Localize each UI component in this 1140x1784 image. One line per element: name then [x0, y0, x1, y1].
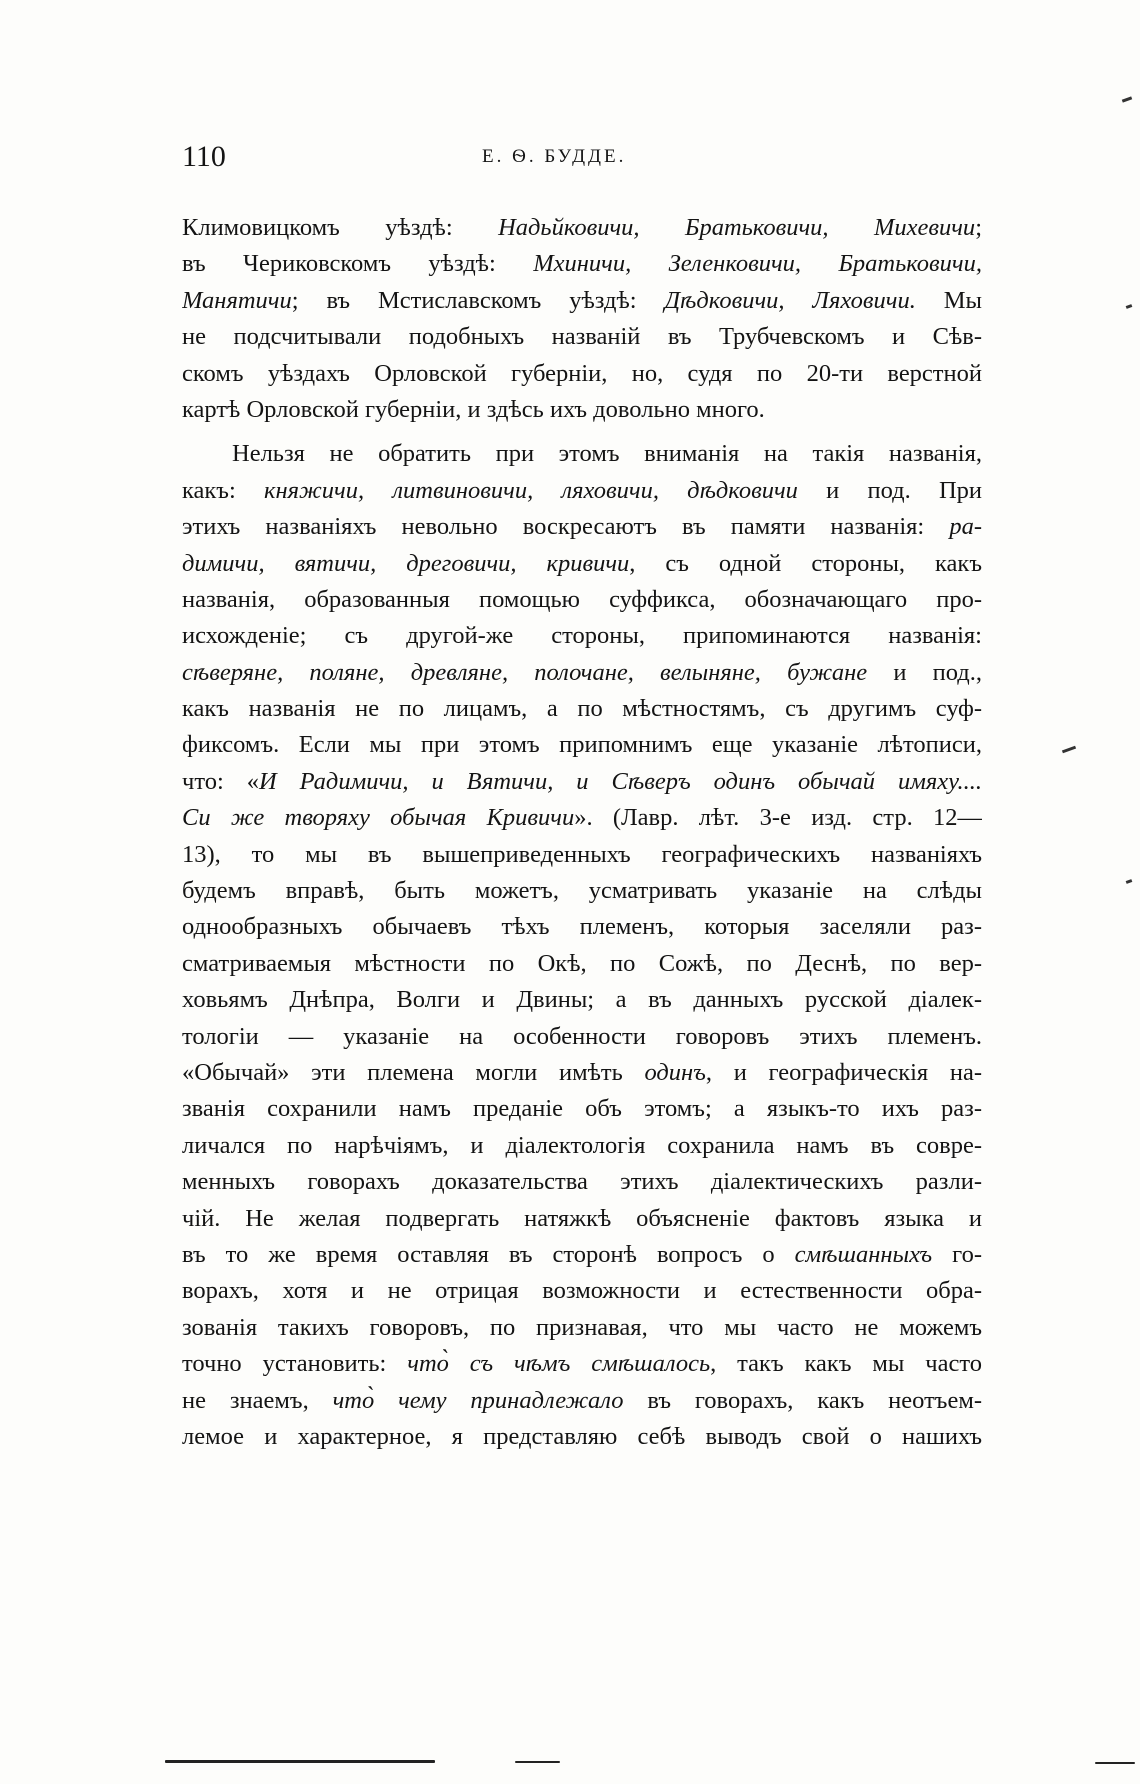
- italic-run: княжичи, литвиновичи, ляховичи, дѣдковичи: [264, 476, 798, 504]
- text-line: [182, 1419, 982, 1455]
- text-run: какъ:: [182, 476, 265, 504]
- text-run: не знаемъ,: [182, 1386, 333, 1414]
- text-run: названія, образованныя помощью суффикса, обозначающаго про-: [182, 585, 982, 613]
- margin-mark: [1062, 746, 1076, 754]
- text-run: Климовицкомъ уѣздѣ:: [182, 214, 499, 241]
- text-run: 13), то мы въ вышеприведенныхъ географическихъ названіяхъ: [182, 840, 982, 868]
- text-line: [182, 727, 982, 763]
- text-run: «Обычай» эти племена могли имѣть: [182, 1058, 645, 1086]
- text-run: какъ названія не по лицамъ, а по мѣстностямъ, съ другимъ суф-: [182, 695, 982, 723]
- text-line: [182, 1128, 982, 1164]
- text-run: сматриваемыя мѣстности по Окѣ, по Сожѣ, по Деснѣ, по вер-: [182, 949, 982, 977]
- text-run: тологіи — указаніе на особенности говоровъ этихъ племенъ.: [182, 1022, 982, 1050]
- text-run: что: «: [182, 767, 259, 795]
- text-run: ховьямъ Днѣпра, Волги и Двины; а въ данныхъ русской діалек-: [182, 986, 982, 1014]
- bottom-rule-right: [515, 1761, 560, 1763]
- text-run: картѣ Орловской губерніи, и здѣсь ихъ довольно много.: [182, 395, 765, 423]
- text-run: ». (Лавр. лѣт. 3-е изд. стр. 12—: [574, 804, 982, 832]
- text-line: [182, 837, 982, 873]
- text-line: [182, 546, 982, 582]
- text-line: [182, 1310, 982, 1346]
- text-line: [182, 509, 982, 545]
- text-line: [182, 982, 982, 1018]
- text-line: [182, 1164, 982, 1200]
- italic-run: Надьйковичи, Братьковичи, Михевичи: [498, 214, 976, 241]
- margin-mark: [1126, 879, 1133, 884]
- text-run: Нельзя не обратить при этомъ вниманія на такія названія,: [232, 440, 982, 468]
- text-run: точно установить:: [182, 1350, 408, 1378]
- text-run: въ то же время оставляя въ сторонѣ вопросъ о: [182, 1240, 795, 1268]
- text-line: [182, 1383, 982, 1419]
- italic-run: одинъ: [644, 1058, 706, 1086]
- text-line: [182, 764, 982, 800]
- italic-run: Си же творяху обычая Кривичи: [182, 804, 575, 832]
- text-run: въ говорахъ, какъ неотъем-: [623, 1386, 982, 1414]
- text-line: [182, 582, 982, 618]
- bottom-rule-far-right: [1095, 1762, 1135, 1764]
- text-line: [182, 1091, 982, 1127]
- text-run: этихъ названіяхъ невольно воскресаютъ въ памяти названія:: [182, 513, 950, 541]
- text-run: менныхъ говорахъ доказательства этихъ діалектическихъ разли-: [182, 1168, 982, 1196]
- text-run: ; въ Мстиславскомъ уѣздѣ:: [291, 286, 665, 314]
- text-line: [182, 392, 982, 428]
- text-run: зованія такихъ говоровъ, по признавая, что мы часто не можемъ: [182, 1313, 982, 1341]
- text-line: [182, 319, 982, 355]
- italic-run: димичи, вятичи, дреговичи, кривичи: [182, 549, 630, 577]
- text-line: [182, 1019, 982, 1055]
- text-run: будемъ вправѣ, быть можетъ, усматривать указаніе на слѣды: [182, 877, 982, 905]
- text-line: [182, 210, 982, 246]
- text-line: [182, 473, 982, 509]
- text-run: чій. Не желая подвергать натяжкѣ объясненіе фактовъ языка и: [182, 1204, 982, 1232]
- text-line: [182, 873, 982, 909]
- italic-run: что̀ чему принадлежало: [332, 1386, 624, 1414]
- body-text: [182, 210, 982, 1455]
- text-run: личался по нарѣчіямъ, и діалектологія сохранила намъ въ совре-: [182, 1131, 982, 1159]
- text-run: фиксомъ. Если мы при этомъ припомнимъ еще указаніе лѣтописи,: [182, 731, 982, 759]
- text-run: и под.,: [867, 658, 982, 686]
- text-line: [182, 246, 982, 282]
- text-line: [182, 1346, 982, 1382]
- text-line: [182, 1055, 982, 1091]
- italic-run: И Радимичи, и Вятичи, и Сѣверъ одинъ обычай имяху....: [258, 767, 982, 795]
- text-run: въ Чериковскомъ уѣздѣ:: [182, 250, 534, 278]
- text-line: [182, 356, 982, 392]
- text-line: [182, 283, 982, 319]
- text-run: не подсчитывали подобныхъ названій въ Трубчевскомъ и Сѣв-: [182, 323, 982, 351]
- text-line: [182, 655, 982, 691]
- text-run: ворахъ, хотя и не отрицая возможности и естественности обра-: [182, 1277, 982, 1305]
- text-line: [182, 436, 982, 472]
- text-run: , и географическія на-: [705, 1058, 982, 1086]
- text-line: [182, 1201, 982, 1237]
- text-run: исхожденіе; съ другой-же стороны, припоминаются названія:: [182, 622, 982, 650]
- text-run: , такъ какъ мы часто: [710, 1350, 982, 1378]
- text-run: ;: [975, 214, 982, 241]
- text-run: лемое и характерное, я представляю себѣ выводъ свой о нашихъ: [182, 1422, 982, 1450]
- margin-mark: [1126, 304, 1133, 309]
- text-run: однообразныхъ обычаевъ тѣхъ племенъ, которыя заселяли раз-: [182, 913, 982, 941]
- text-line: [182, 1237, 982, 1273]
- text-line: [182, 618, 982, 654]
- text-line: [182, 946, 982, 982]
- text-run: скомъ уѣздахъ Орловской губерніи, но, судя по 20-ти верстной: [182, 359, 982, 387]
- italic-run: сѣверяне, поляне, древляне, полочане, велыняне, бужане: [182, 658, 868, 686]
- text-run: Мы: [915, 286, 982, 314]
- italic-run: Манятичи: [182, 286, 292, 314]
- page-header: [182, 140, 982, 180]
- italic-run: смѣшанныхъ: [794, 1240, 933, 1268]
- italic-run: Мхиничи, Зеленковичи, Братьковичи,: [533, 250, 982, 278]
- text-run: званія сохранили намъ преданіе объ этомъ; а языкъ-то ихъ раз-: [182, 1095, 982, 1123]
- text-run: , съ одной стороны, какъ: [629, 549, 982, 577]
- page-number: 110: [182, 140, 226, 173]
- italic-run: Дѣдковичи, Ляховичи.: [664, 286, 916, 314]
- italic-run: что̀ съ чѣмъ смѣшалось: [407, 1350, 711, 1378]
- text-run: и под. При: [797, 476, 982, 504]
- running-title: Е. Ѳ. БУДДЕ.: [482, 146, 627, 167]
- italic-run: ра-: [949, 513, 982, 541]
- paragraph: [182, 210, 982, 428]
- text-line: [182, 1273, 982, 1309]
- paragraph: [182, 436, 982, 1455]
- text-line: [182, 800, 982, 836]
- text-line: [182, 691, 982, 727]
- margin-mark: [1122, 96, 1132, 102]
- text-run: го-: [932, 1240, 982, 1268]
- text-line: [182, 909, 982, 945]
- bottom-rule-left: [165, 1760, 435, 1763]
